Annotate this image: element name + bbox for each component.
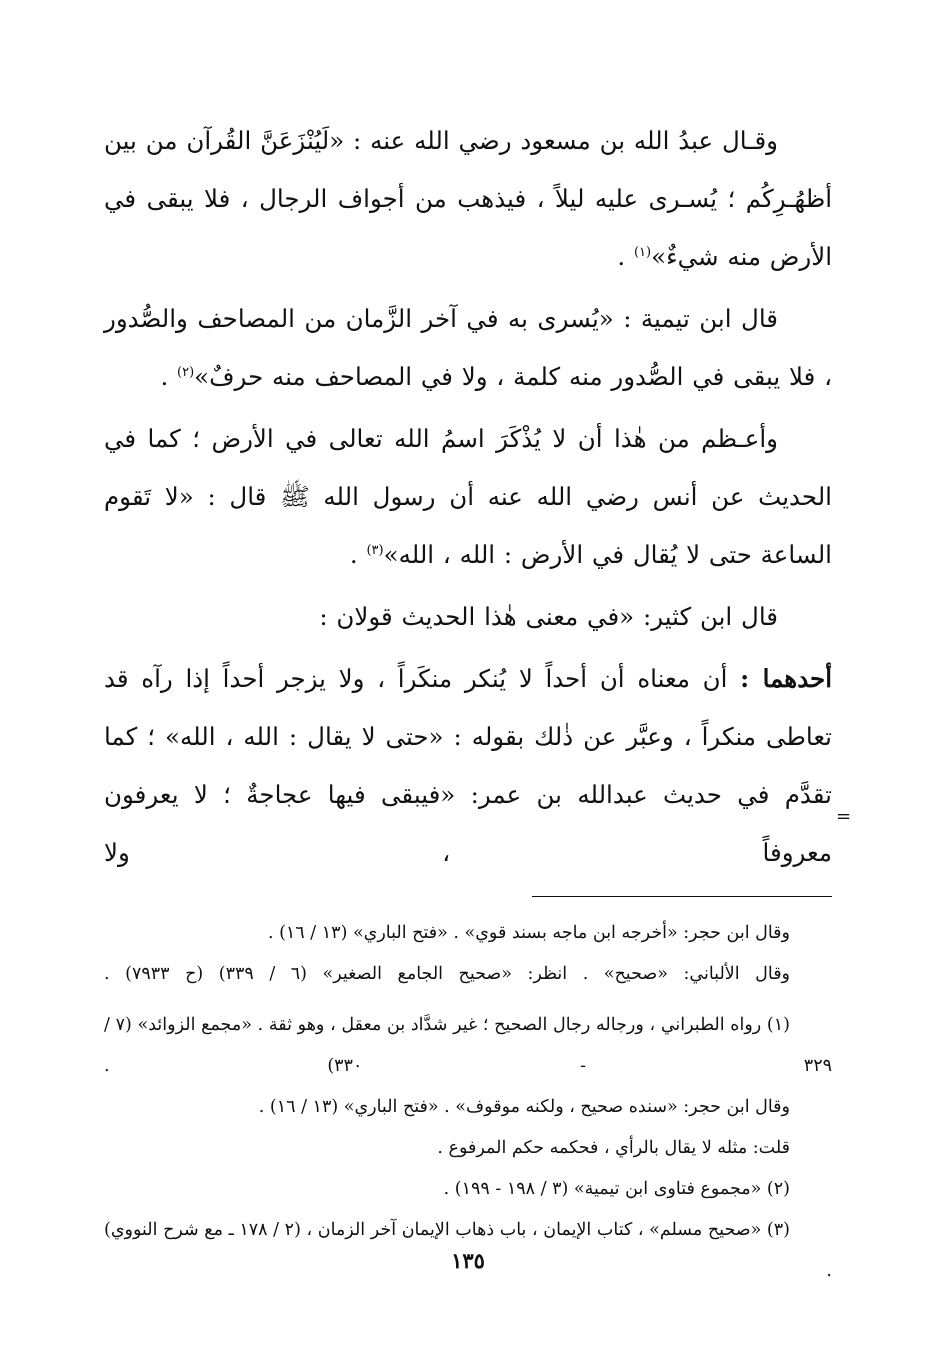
paragraph-first-meaning bbox=[104, 650, 832, 882]
footnotes bbox=[104, 913, 832, 1292]
paragraph-ibn-masud bbox=[104, 112, 832, 286]
paragraph-anas-hadith bbox=[104, 410, 832, 584]
paragraph-text: أن معناه أن أحداً لا يُنكر منكَراً ، ولا يزجر أحداً إذا رآه قد تعاطى منكراً ، وعبَّر عن ذٰلك بقوله : «حتى لا يقال : الله ، الله» ؛ كما تقدَّم في حديث عبدالله بن عمر: «فيبقى فيها عجاجةٌ ؛ لا يعرفون معروفاً ، ولا bbox=[104, 664, 832, 867]
footnote-continuation-mark: = bbox=[836, 806, 852, 827]
footnote-1: (١) رواه الطبراني ، ورجاله رجال الصحيح ؛ غير شدَّاد بن معقل ، وهو ثقة . «مجمع الزوائد» (٧ / ٣٢٩ - ٣٣٠) . bbox=[104, 1015, 832, 1076]
footnote-separator bbox=[532, 896, 832, 897]
paragraph-end: . bbox=[617, 242, 634, 271]
footnote-3: (٣) «صحيح مسلم» ، كتاب الإيمان ، باب ذهاب الإيمان آخر الزمان ، (٢ / ١٧٨ ـ مع شرح النووي) . bbox=[104, 1220, 832, 1281]
footnote-continuation-line: وقال الألباني: «صحيح» . انظر: «صحيح الجامع الصغير» (٦ / ٣٣٩) (ح ٧٩٣٣) . bbox=[104, 964, 791, 984]
paragraph-text: قال ابن كثير: «في معنى هٰذا الحديث قولان : bbox=[319, 602, 778, 631]
paragraph-text: وأعـظم من هٰذا أن لا يُذْكَرَ اسمُ الله تعالى في الأرض ؛ كما في الحديث عن أنس رضي الله عنه أن رسول الله ﷺ قال : «لا تَقوم الساعة حتى لا يُقال في الأرض : الله ، الله» bbox=[104, 424, 832, 569]
paragraph-end: . bbox=[349, 540, 367, 569]
lead-word: أحدهما : bbox=[740, 664, 833, 693]
footnote-ref-1: (١) bbox=[633, 244, 652, 260]
footnote-ref-2: (٢) bbox=[177, 364, 195, 380]
page-number: ١٣٥ bbox=[451, 1248, 485, 1273]
paragraph-ibn-taymiyya bbox=[104, 290, 832, 406]
footnote-ref-3: (٣) bbox=[366, 542, 384, 558]
paragraph-text: وقـال عبدُ الله بن مسعود رضي الله عنه : «لَيُنْزَعَنَّ القُرآن من بين أظهُـرِكُم ؛ يُسـرى عليه ليلاً ، فيذهب من أجواف الرجال ، فلا يبقى في الأرض منه شيءٌ» bbox=[104, 126, 832, 271]
footnote-continuation-line: وقال ابن حجر: «أخرجه ابن ماجه بسند قوي» . «فتح الباري» (١٣ / ١٦) . bbox=[267, 923, 790, 943]
paragraph-ibn-kathir bbox=[104, 588, 832, 646]
footnote-1-comment: وقال ابن حجر: «سنده صحيح ، ولكنه موقوف» . «فتح الباري» (١٣ / ١٦) . bbox=[258, 1097, 790, 1117]
main-text bbox=[104, 112, 832, 882]
paragraph-text: قال ابن تيمية : «يُسرى به في آخر الزَّمان من المصاحف والصُّدور ، فلا يبقى في الصُّدور منه كلمة ، ولا في المصاحف منه حرفٌ» bbox=[104, 304, 832, 391]
paragraph-end: . bbox=[160, 362, 178, 391]
footnote-1-comment: قلت: مثله لا يقال بالرأي ، فحكمه حكم المرفوع . bbox=[437, 1138, 790, 1158]
footnote-2: (٢) «مجموع فتاوى ابن تيمية» (٣ / ١٩٨ - ١٩٩) . bbox=[443, 1179, 790, 1199]
